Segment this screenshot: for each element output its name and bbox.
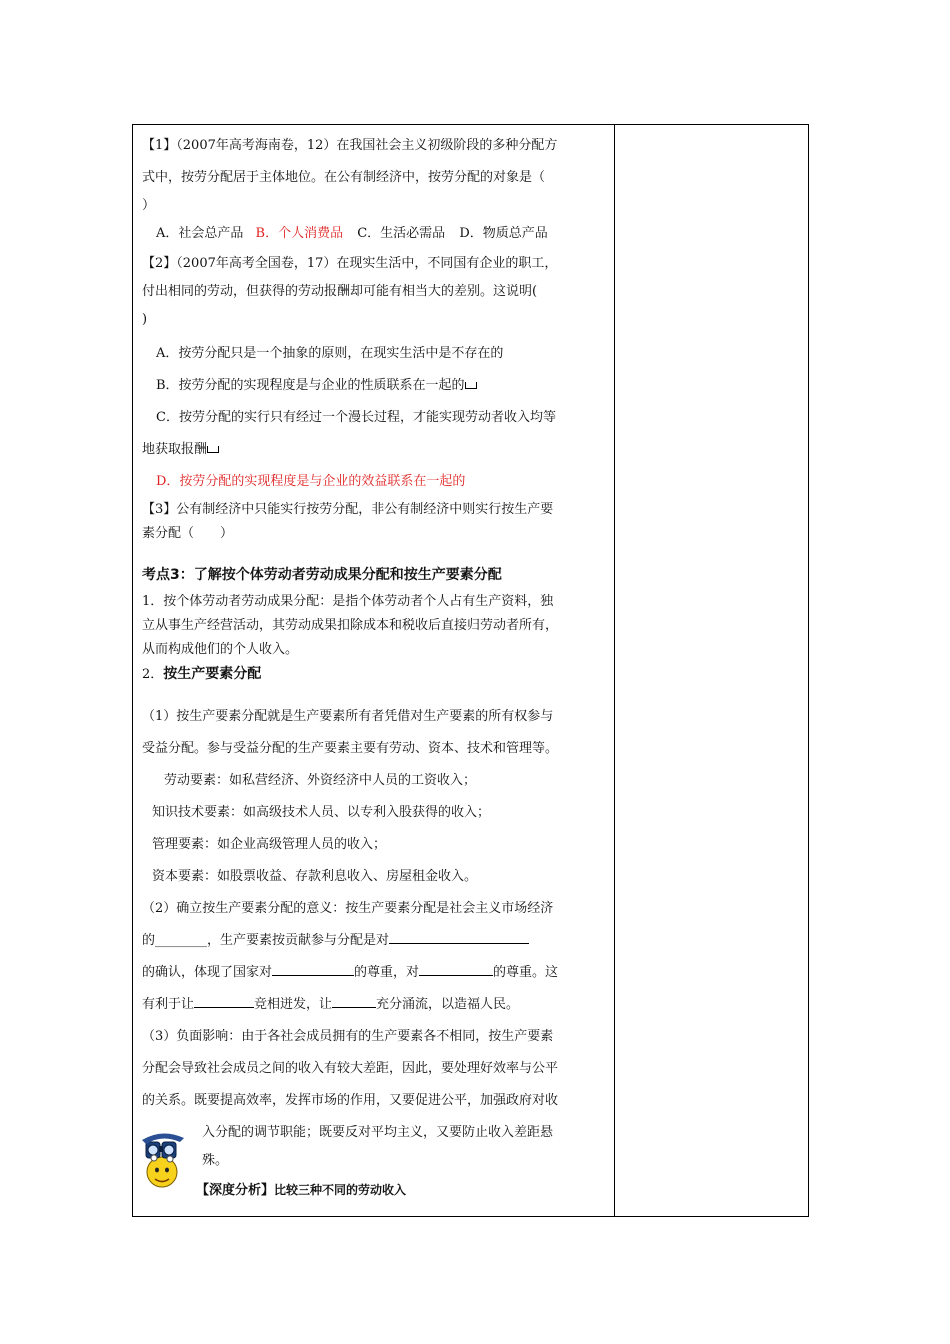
section-title: 考点3：了解按个体劳动者劳动成果分配和按生产要素分配 [142,567,502,583]
q1-option-b-answer: B．个人消费品 [255,226,344,241]
q3-line1: 【3】公有制经济中只能实行按劳分配，非公有制经济中则实行按生产要 [142,502,554,517]
s2-text-d: 的尊重。这 [493,965,559,980]
capital-factor: 资本要素：如股票收益、存款利息收入、房屋租金收入。 [152,869,478,884]
binoculars-mascot-icon [140,1128,188,1190]
s2-line3 [142,957,608,989]
fill-blank[interactable] [332,994,376,1008]
q2-line3: ) [142,312,148,327]
s2-line1: （2）确立按生产要素分配的意义：按生产要素分配是社会主义市场经济 [142,901,554,916]
s2-text-a: 的________，生产要素按贡献参与分配是对 [142,933,390,948]
edit-mark-icon [465,382,477,389]
column-divider [614,124,615,1217]
s1-line2: 受益分配。参与受益分配的生产要素主要有劳动、资本、技术和管理等。 [142,741,559,756]
q2-line1: 【2】（2007年高考全国卷，17）在现实生活中，不同国有企业的职工， [142,256,558,271]
fill-blank[interactable] [194,994,254,1008]
q2-option-c-line1: C．按劳分配的实行只有经过一个漫长过程，才能实现劳动者收入均等 [156,410,556,425]
section-p1-line2: 立从事生产经营活动，其劳动成果扣除成本和税收后直接归劳动者所有， [142,618,559,633]
s2-line4 [142,989,608,1021]
s3-line3: 的关系。既要提高效率，发挥市场的作用，又要促进公平，加强政府对收 [142,1093,559,1108]
fill-blank[interactable] [419,962,493,976]
q2-option-b [142,370,608,402]
fill-blank[interactable] [389,930,529,944]
section-p1-line3: 从而构成他们的个人收入。 [142,642,299,657]
s1-line1: （1）按生产要素分配就是生产要素所有者凭借对生产要素的所有权参与 [142,709,554,724]
fill-blank[interactable] [272,962,354,976]
main-cell [142,130,608,1173]
q1-option-d: D．物质总产品 [459,226,548,241]
q2-option-d-answer: D．按劳分配的实现程度是与企业的效益联系在一起的 [156,474,466,489]
tech-factor: 知识技术要素：如高级技术人员、以专利入股获得的收入； [152,805,491,820]
s2-text-e: 有利于让 [142,997,195,1012]
s3-line2: 分配会导致社会成员之间的收入有较大差距，因此，要处理好效率与公平 [142,1061,559,1076]
s2-text-c: 的尊重，对 [354,965,420,980]
q2-option-c-text: 地获取报酬 [142,442,208,457]
mgmt-factor: 管理要素：如企业高级管理人员的收入； [152,837,387,852]
q1-option-c: C．生活必需品 [357,226,446,241]
q3-line2: 素分配（ ） [142,526,234,541]
s3-line4: 入分配的调节职能；既要反对平均主义，又要防止收入差距悬 [202,1125,554,1140]
s2-line2 [142,925,608,957]
deep-analysis-heading [196,1180,406,1201]
q2-option-c-line2 [142,434,608,466]
section-p2-title: 按生产要素分配 [163,666,262,682]
section-p2-heading [142,662,608,687]
s2-text-f: 竞相迸发，让 [254,997,333,1012]
edit-mark-icon [207,446,219,453]
q1-option-a: A．社会总产品 [156,226,244,241]
q1-line1: 【1】（2007年高考海南卷，12）在我国社会主义初级阶段的多种分配方 [142,138,558,153]
s2-text-b: 的确认，体现了国家对 [142,965,273,980]
deep-analysis-title: 【深度分析】 [196,1183,275,1198]
section-p1-line1: 1．按个体劳动者劳动成果分配：是指个体劳动者个人占有生产资料，独 [142,594,554,609]
section-p2-number: 2． [142,667,164,682]
q2-option-b-text: B．按劳分配的实现程度是与企业的性质联系在一起的 [156,378,465,393]
q2-line2: 付出相同的劳动，但获得的劳动报酬却可能有相当大的差别。这说明( [142,284,538,299]
q1-options [142,218,608,250]
deep-analysis-subtitle: 比较三种不同的劳动收入 [274,1183,407,1197]
labor-factor: 劳动要素：如私营经济、外资经济中人员的工资收入； [164,773,477,788]
q1-line3: ） [142,198,156,213]
q2-option-a: A．按劳分配只是一个抽象的原则，在现实生活中是不存在的 [156,346,504,361]
s3-line1: （3）负面影响：由于各社会成员拥有的生产要素各不相同，按生产要素 [142,1029,554,1044]
q1-line2: 式中，按劳分配居于主体地位。在公有制经济中，按劳分配的对象是（ [142,170,546,185]
s2-text-g: 充分涌流，以造福人民。 [376,997,520,1012]
s3-line5: 殊。 [202,1153,229,1168]
